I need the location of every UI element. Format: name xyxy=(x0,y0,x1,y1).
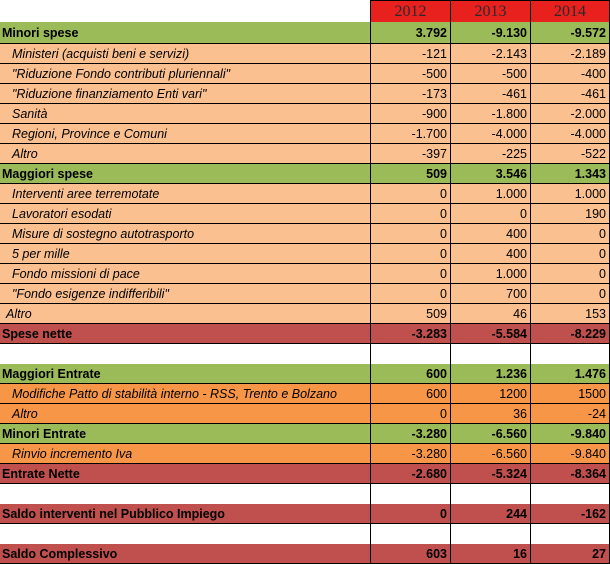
value-2014: -8.364 xyxy=(530,464,610,484)
row-label: Altro xyxy=(0,144,370,164)
header-row xyxy=(0,0,610,22)
row-autotrasporto xyxy=(0,224,610,244)
value-2014: -461 xyxy=(530,84,610,104)
value-2014: 1.476 xyxy=(530,364,610,384)
value-2014: -24 xyxy=(530,404,610,424)
row-saldo-pubblico-impiego xyxy=(0,504,610,524)
value-2012: -121 xyxy=(370,44,450,64)
row-fondo-contributi xyxy=(0,64,610,84)
value-2012: 0 xyxy=(370,504,450,524)
value-2013: 0 xyxy=(450,204,530,224)
row-label: Minori spese xyxy=(0,22,370,44)
value-2014: -9.840 xyxy=(530,424,610,444)
value-2013: -4.000 xyxy=(450,124,530,144)
row-sanita xyxy=(0,104,610,124)
value-2014: -4.000 xyxy=(530,124,610,144)
value-2013: 1.000 xyxy=(450,264,530,284)
spacer-row xyxy=(0,484,610,504)
row-label: Minori Entrate xyxy=(0,424,370,444)
value-2012: 603 xyxy=(370,544,450,564)
value-2013: -225 xyxy=(450,144,530,164)
row-rinvio-iva xyxy=(0,444,610,464)
value-2012: 509 xyxy=(370,304,450,324)
row-saldo-complessivo xyxy=(0,544,610,564)
row-label: Altro xyxy=(0,304,370,324)
row-label: 5 per mille xyxy=(0,244,370,264)
row-maggiori-entrate xyxy=(0,364,610,384)
row-spese-nette xyxy=(0,324,610,344)
value-2013: 3.546 xyxy=(450,164,530,184)
row-label: Misure di sostegno autotrasporto xyxy=(0,224,370,244)
value-2012: 509 xyxy=(370,164,450,184)
year-2013-header: 2013 xyxy=(450,0,530,22)
row-enti-vari xyxy=(0,84,610,104)
value-2014: 1.000 xyxy=(530,184,610,204)
row-label: Saldo interventi nel Pubblico Impiego xyxy=(0,504,370,524)
value-2012: -3.280 xyxy=(370,424,450,444)
value-2014: 0 xyxy=(530,244,610,264)
value-2013: 700 xyxy=(450,284,530,304)
value-2014: 153 xyxy=(530,304,610,324)
value-2014: 0 xyxy=(530,264,610,284)
value-2013: -2.143 xyxy=(450,44,530,64)
row-altro-spese xyxy=(0,144,610,164)
value-2014: -2.000 xyxy=(530,104,610,124)
value-2014: -162 xyxy=(530,504,610,524)
row-label: Regioni, Province e Comuni xyxy=(0,124,370,144)
row-label: Spese nette xyxy=(0,324,370,344)
row-patto-stabilita xyxy=(0,384,610,404)
header-empty-cell xyxy=(0,0,370,22)
value-2012: 0 xyxy=(370,244,450,264)
value-2012: 3.792 xyxy=(370,22,450,44)
value-2013: 46 xyxy=(450,304,530,324)
value-2013: -500 xyxy=(450,64,530,84)
year-2012-header: 2012 xyxy=(370,0,450,22)
row-label: Maggiori spese xyxy=(0,164,370,184)
value-2013: -9.130 xyxy=(450,22,530,44)
value-2013: 16 xyxy=(450,544,530,564)
value-2014: 1.343 xyxy=(530,164,610,184)
value-2012: -397 xyxy=(370,144,450,164)
row-label: Entrate Nette xyxy=(0,464,370,484)
value-2012: -500 xyxy=(370,64,450,84)
row-label: Lavoratori esodati xyxy=(0,204,370,224)
row-label: Saldo Complessivo xyxy=(0,544,370,564)
row-label: Fondo missioni di pace xyxy=(0,264,370,284)
value-2012: 600 xyxy=(370,364,450,384)
value-2012: 0 xyxy=(370,184,450,204)
row-esigenze-indifferibili xyxy=(0,284,610,304)
value-2014: -522 xyxy=(530,144,610,164)
value-2014: 27 xyxy=(530,544,610,564)
row-label: "Riduzione Fondo contributi pluriennali" xyxy=(0,64,370,84)
row-label: Interventi aree terremotate xyxy=(0,184,370,204)
value-2012: -173 xyxy=(370,84,450,104)
row-entrate-nette xyxy=(0,464,610,484)
value-2013: -1.800 xyxy=(450,104,530,124)
value-2013: 244 xyxy=(450,504,530,524)
row-ministeri xyxy=(0,44,610,64)
row-label: Modifiche Patto di stabilità interno - RSS, Trento e Bolzano xyxy=(0,384,370,404)
value-2013: 400 xyxy=(450,244,530,264)
value-2014: -8.229 xyxy=(530,324,610,344)
value-2014: 1500 xyxy=(530,384,610,404)
row-label: Altro xyxy=(0,404,370,424)
row-altro-maggiori xyxy=(0,304,610,324)
value-2014: -2.189 xyxy=(530,44,610,64)
value-2012: 0 xyxy=(370,224,450,244)
value-2012: -3.280 xyxy=(370,444,450,464)
row-regioni xyxy=(0,124,610,144)
value-2012: 0 xyxy=(370,264,450,284)
value-2013: -5.584 xyxy=(450,324,530,344)
row-minori-spese xyxy=(0,22,610,44)
row-minori-entrate xyxy=(0,424,610,444)
value-2012: -900 xyxy=(370,104,450,124)
value-2012: -3.283 xyxy=(370,324,450,344)
value-2012: 0 xyxy=(370,204,450,224)
value-2012: -1.700 xyxy=(370,124,450,144)
value-2013: -5.324 xyxy=(450,464,530,484)
spacer-row xyxy=(0,344,610,364)
value-2013: 1.236 xyxy=(450,364,530,384)
value-2012: 600 xyxy=(370,384,450,404)
value-2013: -461 xyxy=(450,84,530,104)
value-2014: -9.572 xyxy=(530,22,610,44)
value-2013: 1200 xyxy=(450,384,530,404)
row-label: Ministeri (acquisti beni e servizi) xyxy=(0,44,370,64)
year-2014-header: 2014 xyxy=(530,0,610,22)
row-altro-entrate xyxy=(0,404,610,424)
value-2012: -2.680 xyxy=(370,464,450,484)
row-missioni-pace xyxy=(0,264,610,284)
value-2013: -6.560 xyxy=(450,444,530,464)
value-2014: -400 xyxy=(530,64,610,84)
value-2013: 1.000 xyxy=(450,184,530,204)
value-2012: 0 xyxy=(370,404,450,424)
value-2012: 0 xyxy=(370,284,450,304)
value-2014: 0 xyxy=(530,284,610,304)
value-2013: 400 xyxy=(450,224,530,244)
value-2013: -6.560 xyxy=(450,424,530,444)
row-maggiori-spese xyxy=(0,164,610,184)
row-lavoratori-esodati xyxy=(0,204,610,224)
row-label: "Riduzione finanziamento Enti vari" xyxy=(0,84,370,104)
row-label: Maggiori Entrate xyxy=(0,364,370,384)
value-2013: 36 xyxy=(450,404,530,424)
row-5-per-mille xyxy=(0,244,610,264)
value-2014: -9.840 xyxy=(530,444,610,464)
row-label: "Fondo esigenze indifferibili" xyxy=(0,284,370,304)
row-label: Sanità xyxy=(0,104,370,124)
row-label: Rinvio incremento Iva xyxy=(0,444,370,464)
value-2014: 0 xyxy=(530,224,610,244)
value-2014: 190 xyxy=(530,204,610,224)
spacer-row xyxy=(0,524,610,544)
row-interventi-aree xyxy=(0,184,610,204)
